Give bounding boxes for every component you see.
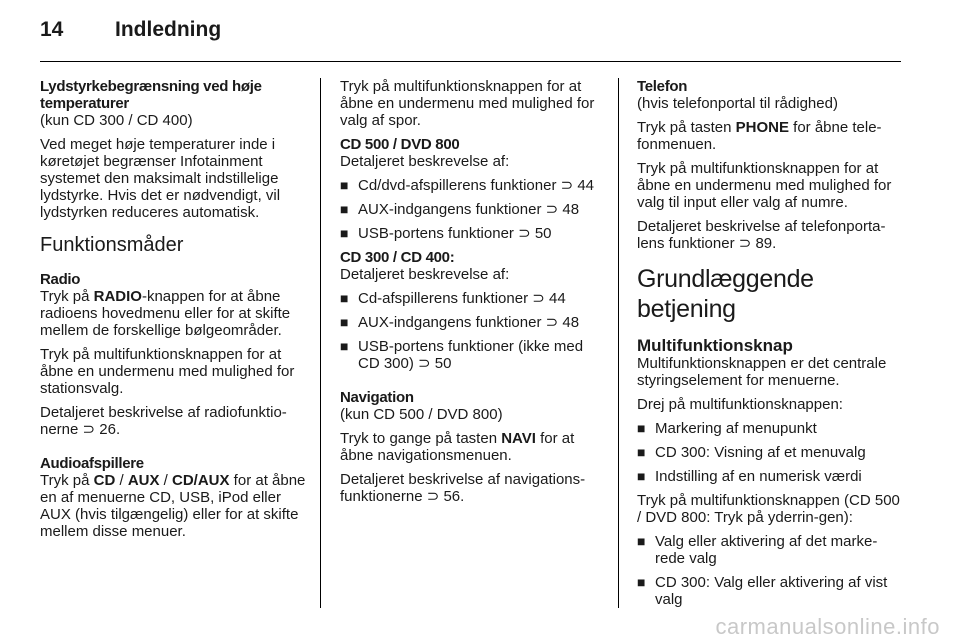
bullet-list <box>340 177 606 242</box>
paragraph: Detaljeret beskrivelse af telefonporta-lens funktioner ⊃ 89. <box>637 218 886 252</box>
list-item: ■ Markering af menupunkt <box>637 420 905 437</box>
paragraph: Tryk på tasten PHONE for åbne tele-fonmenuen. <box>637 119 882 153</box>
paragraph: Tryk to gange på tasten NAVI for at åbne navigationsmenuen. <box>340 430 575 464</box>
column-divider <box>618 78 619 608</box>
paragraph: Tryk på multifunktionsknappen for at åbne en undermenu med mulighed for stationsvalg. <box>40 346 295 397</box>
subheading-cd300: CD 300 / CD 400: <box>340 249 455 266</box>
list-item: ■ AUX-indgangens funktioner ⊃ 48 <box>340 201 606 218</box>
subheading-navigation: Navigation <box>340 389 414 406</box>
paragraph: Multifunktionsknappen er det centrale styringselement for menuerne. <box>637 355 887 389</box>
page-number: 14 <box>40 18 64 41</box>
bullet-list <box>637 420 905 485</box>
page-title: Indledning <box>115 18 222 41</box>
list-item: ■ Valg eller aktivering af det marke-rede valg <box>637 533 905 567</box>
list-item: ■ Cd-afspillerens funktioner ⊃ 44 <box>340 290 606 307</box>
list-item: ■ USB-portens funktioner ⊃ 50 <box>340 225 606 242</box>
column-1 <box>40 78 308 547</box>
paragraph: Ved meget høje temperaturer inde i køretøjet begrænser Infotainment systemet den maksimalt indstillelige lydstyrke. Hvis det er nødvendigt, vil lydstyrken reduceres automatisk. <box>40 136 281 221</box>
paragraph: (kun CD 500 / DVD 800) <box>340 406 503 423</box>
list-item: ■ AUX-indgangens funktioner ⊃ 48 <box>340 314 606 331</box>
paragraph: Tryk på multifunktionsknappen for at åbne en undermenu med mulighed for valg til input eller valg af numre. <box>637 160 892 211</box>
header-rule <box>40 61 901 62</box>
paragraph: Detaljeret beskrivelse af radiofunktio-nerne ⊃ 26. <box>40 404 287 438</box>
section-heading-modes: Funktionsmåder <box>40 234 184 256</box>
paragraph: Detaljeret beskrevelse af: <box>340 153 510 170</box>
list-item: ■ USB-portens funktioner (ikke med CD 300) ⊃ 50 <box>340 338 606 372</box>
bullet-list <box>637 533 905 608</box>
paragraph: Detaljeret beskrevelse af: <box>340 266 510 283</box>
subheading-multifunction-knob: Multifunktionsknap <box>637 336 793 355</box>
column-divider <box>320 78 321 608</box>
subheading-audio: Audioafspillere <box>40 455 144 472</box>
subheading-telephone: Telefon <box>637 78 688 95</box>
column-3 <box>637 78 905 615</box>
list-item: ■ CD 300: Visning af et menuvalg <box>637 444 905 461</box>
paragraph: (kun CD 300 / CD 400) <box>40 112 193 129</box>
subheading-radio: Radio <box>40 271 81 288</box>
paragraph: Tryk på CD / AUX / CD/AUX for at åbne en af menuerne CD, USB, iPod eller AUX (hvis tilgængelig) eller for at skifte mellem disse menuer. <box>40 472 306 540</box>
watermark: carmanualsonline.info <box>715 614 940 639</box>
section-heading-volume-limit: Lydstyrkebegrænsning ved høje temperaturer <box>40 78 262 112</box>
subheading-cd500: CD 500 / DVD 800 <box>340 136 460 153</box>
list-item: ■ Indstilling af en numerisk værdi <box>637 468 905 485</box>
column-2 <box>340 78 606 512</box>
paragraph: Drej på multifunktionsknappen: <box>637 396 843 413</box>
list-item: ■ Cd/dvd-afspillerens funktioner ⊃ 44 <box>340 177 606 194</box>
list-item: ■ CD 300: Valg eller aktivering af vist valg <box>637 574 905 608</box>
bullet-list <box>340 290 606 372</box>
paragraph: Tryk på multifunktionsknappen for at åbne en undermenu med mulighed for valg af spor. <box>340 78 595 129</box>
paragraph: Tryk på RADIO-knappen for at åbne radioens hovedmenu eller for at skifte mellem de forskellige bølgeområder. <box>40 288 291 339</box>
section-heading-basic-operation: Grundlæggende betjening <box>637 265 814 323</box>
paragraph: Detaljeret beskrivelse af navigations-funktionerne ⊃ 56. <box>340 471 586 505</box>
paragraph: (hvis telefonportal til rådighed) <box>637 95 838 112</box>
paragraph: Tryk på multifunktionsknappen (CD 500 / DVD 800: Tryk på yderrin-gen): <box>637 492 900 526</box>
